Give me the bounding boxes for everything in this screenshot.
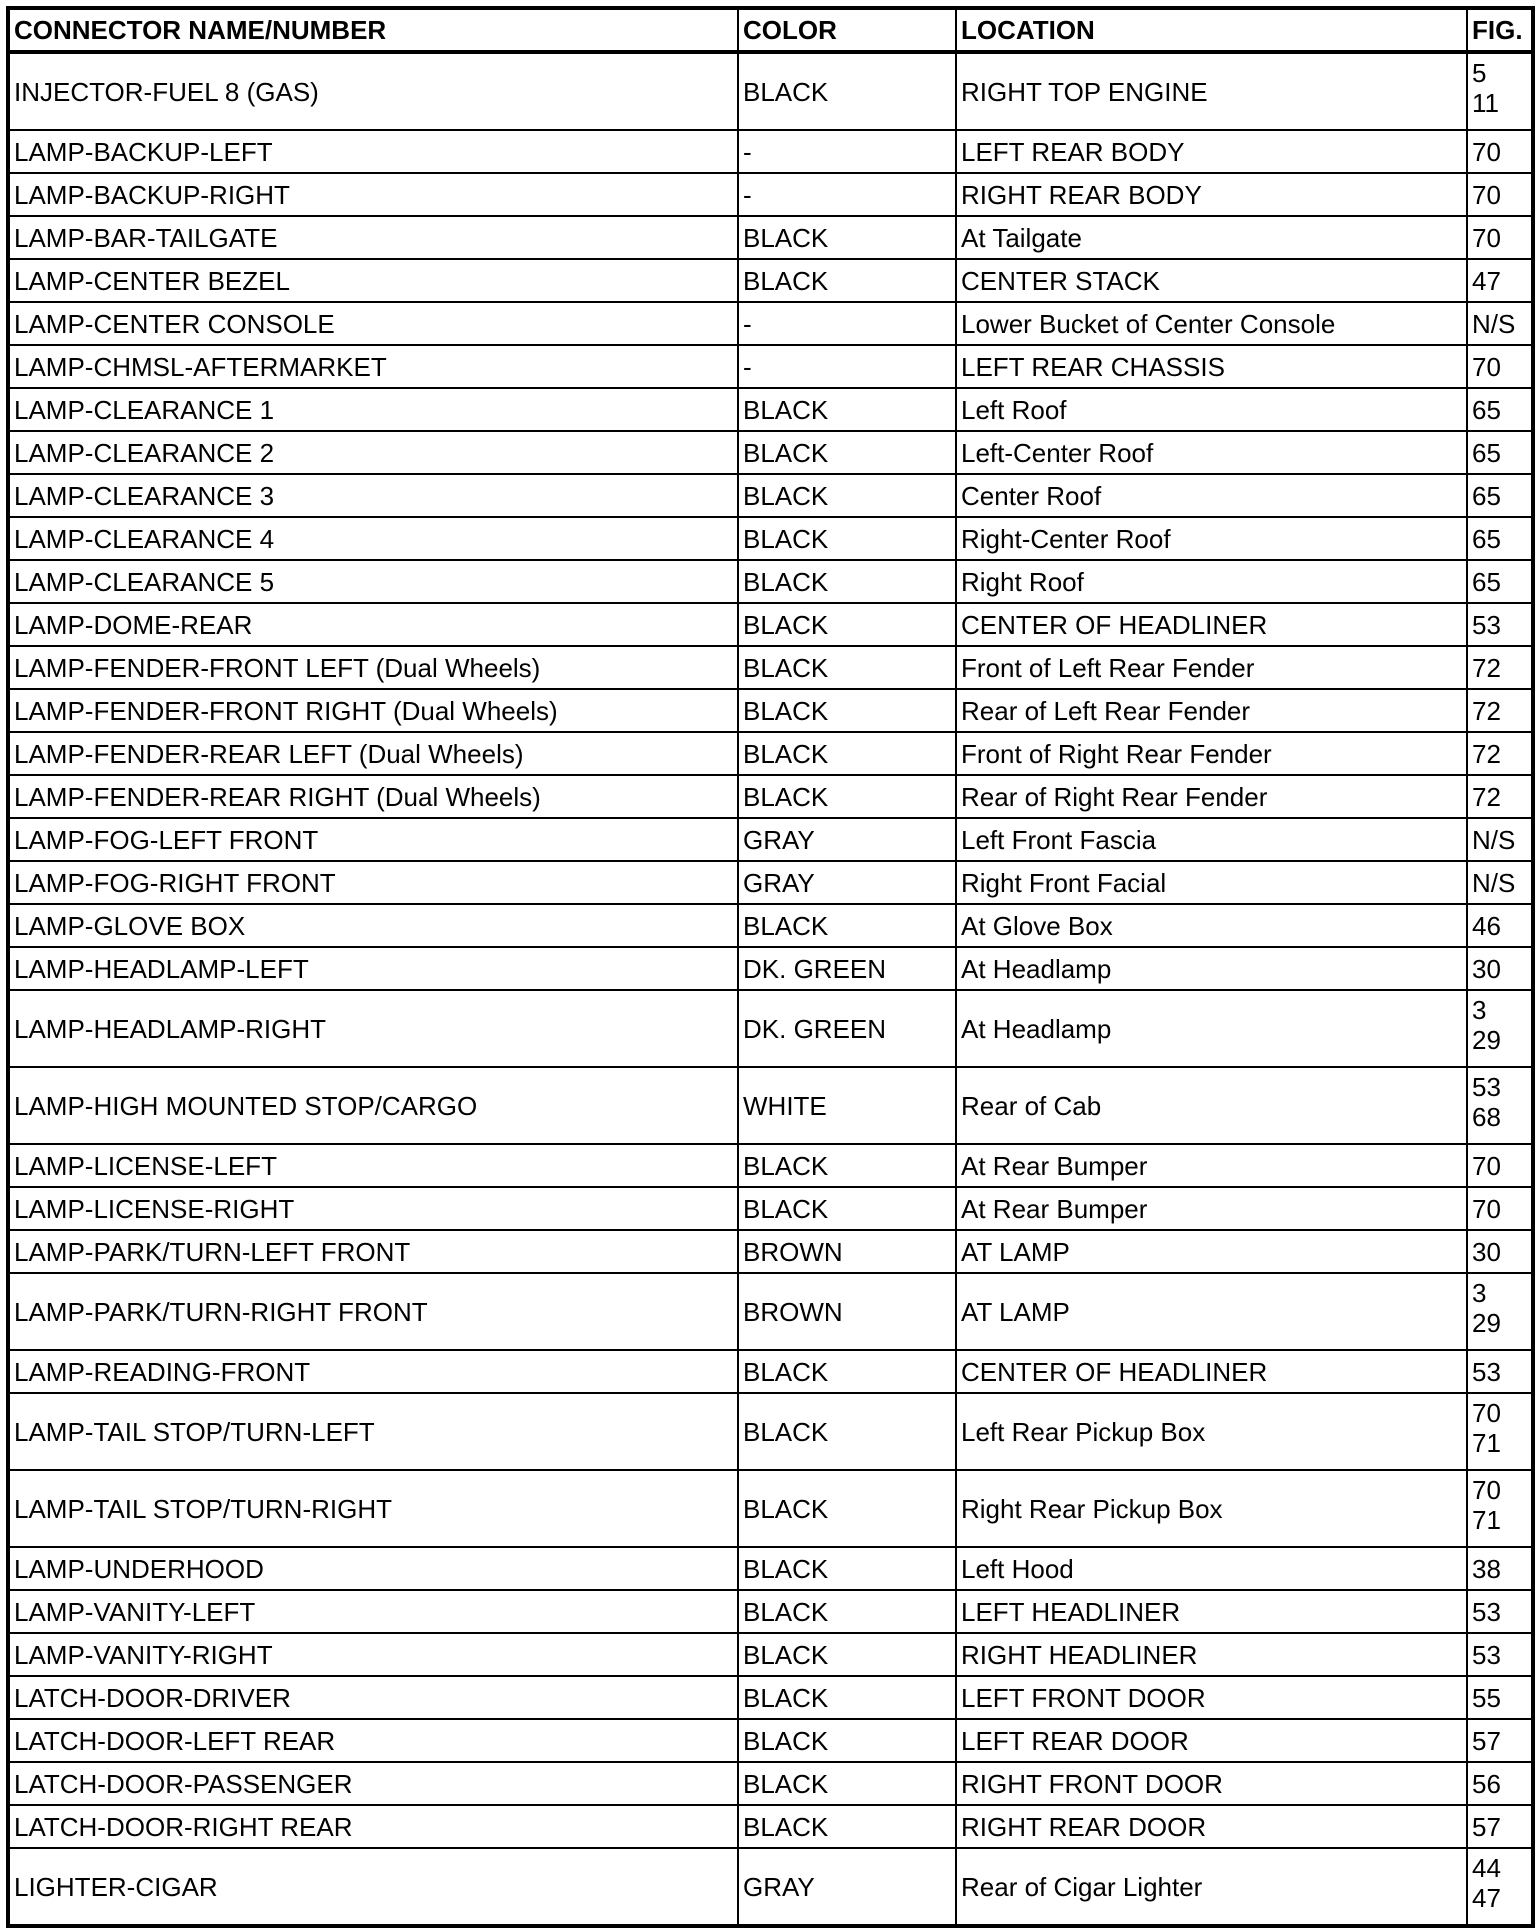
fig-number: 68: [1472, 1102, 1501, 1132]
table-row: [8, 904, 1533, 947]
fig-number: 53: [1472, 1639, 1501, 1670]
fig-number: 53: [1472, 609, 1501, 640]
connector-name-cell: LAMP-CENTER BEZEL: [8, 259, 738, 302]
location-cell: Center Roof: [956, 474, 1467, 517]
table-row: [8, 947, 1533, 990]
location-cell: LEFT REAR DOOR: [956, 1719, 1467, 1762]
color-cell: BLACK: [738, 517, 956, 560]
fig-number: 65: [1472, 480, 1501, 511]
location-cell: AT LAMP: [956, 1230, 1467, 1273]
connector-name-cell: LAMP-FOG-RIGHT FRONT: [8, 861, 738, 904]
location-cell: Left Roof: [956, 388, 1467, 431]
color-cell: BLACK: [738, 560, 956, 603]
connector-name-cell: LAMP-CLEARANCE 4: [8, 517, 738, 560]
color-cell: BLACK: [738, 52, 956, 130]
fig-cell: [1467, 52, 1533, 130]
table-row: [8, 1144, 1533, 1187]
connector-name-cell: LAMP-CENTER CONSOLE: [8, 302, 738, 345]
color-cell: -: [738, 130, 956, 173]
location-cell: LEFT FRONT DOOR: [956, 1676, 1467, 1719]
fig-number: N/S: [1472, 867, 1516, 898]
fig-number: 47: [1472, 265, 1501, 296]
fig-number: 38: [1472, 1553, 1501, 1584]
table-row: [8, 474, 1533, 517]
connector-name-cell: LAMP-TAIL STOP/TURN-LEFT: [8, 1393, 738, 1470]
fig-number: 72: [1472, 781, 1501, 812]
fig-cell: [1467, 861, 1533, 904]
table-row: [8, 1350, 1533, 1393]
fig-cell: [1467, 904, 1533, 947]
color-cell: -: [738, 345, 956, 388]
color-cell: BLACK: [738, 1470, 956, 1547]
table-row: [8, 1633, 1533, 1676]
location-cell: LEFT HEADLINER: [956, 1590, 1467, 1633]
connector-name-cell: LAMP-LICENSE-LEFT: [8, 1144, 738, 1187]
fig-number: 3: [1472, 995, 1487, 1025]
fig-cell: [1467, 1067, 1533, 1144]
table-body: [8, 52, 1533, 1926]
location-cell: Rear of Cab: [956, 1067, 1467, 1144]
fig-cell: [1467, 431, 1533, 474]
color-cell: GRAY: [738, 818, 956, 861]
connector-name-cell: LAMP-CHMSL-AFTERMARKET: [8, 345, 738, 388]
color-cell: BLACK: [738, 259, 956, 302]
fig-cell: [1467, 259, 1533, 302]
fig-cell: [1467, 1719, 1533, 1762]
connector-name-cell: LAMP-BACKUP-RIGHT: [8, 173, 738, 216]
location-cell: Right-Center Roof: [956, 517, 1467, 560]
color-cell: BLACK: [738, 1547, 956, 1590]
table-row: [8, 990, 1533, 1067]
table-row: [8, 259, 1533, 302]
fig-cell: [1467, 560, 1533, 603]
fig-number: 71: [1472, 1428, 1501, 1458]
table-row: [8, 1676, 1533, 1719]
header-row: [8, 8, 1533, 52]
table-row: [8, 1470, 1533, 1547]
color-cell: BLACK: [738, 431, 956, 474]
fig-number: 53: [1472, 1072, 1501, 1102]
color-cell: -: [738, 173, 956, 216]
color-cell: BLACK: [738, 603, 956, 646]
connector-name-cell: LAMP-FENDER-REAR RIGHT (Dual Wheels): [8, 775, 738, 818]
color-cell: BLACK: [738, 689, 956, 732]
connector-name-cell: LATCH-DOOR-PASSENGER: [8, 1762, 738, 1805]
location-cell: Left Hood: [956, 1547, 1467, 1590]
fig-cell: [1467, 689, 1533, 732]
table-row: [8, 1719, 1533, 1762]
location-cell: RIGHT REAR BODY: [956, 173, 1467, 216]
fig-number: 3: [1472, 1278, 1487, 1308]
color-cell: BLACK: [738, 1393, 956, 1470]
table-row: [8, 603, 1533, 646]
table-row: [8, 388, 1533, 431]
location-cell: Rear of Cigar Lighter: [956, 1848, 1467, 1926]
location-cell: At Tailgate: [956, 216, 1467, 259]
location-cell: AT LAMP: [956, 1273, 1467, 1350]
fig-cell: [1467, 1633, 1533, 1676]
location-cell: Front of Right Rear Fender: [956, 732, 1467, 775]
connector-name-cell: LAMP-GLOVE BOX: [8, 904, 738, 947]
connector-name-cell: LAMP-DOME-REAR: [8, 603, 738, 646]
location-cell: Right Front Facial: [956, 861, 1467, 904]
connector-name-cell: LAMP-FOG-LEFT FRONT: [8, 818, 738, 861]
color-cell: BLACK: [738, 1633, 956, 1676]
color-cell: BLACK: [738, 1590, 956, 1633]
color-cell: GRAY: [738, 861, 956, 904]
connector-name-cell: INJECTOR-FUEL 8 (GAS): [8, 52, 738, 130]
fig-number: 65: [1472, 437, 1501, 468]
connector-name-cell: LAMP-VANITY-RIGHT: [8, 1633, 738, 1676]
fig-cell: [1467, 1547, 1533, 1590]
fig-number: 29: [1472, 1025, 1501, 1055]
connector-table: [6, 6, 1535, 1928]
fig-cell: [1467, 388, 1533, 431]
location-cell: CENTER OF HEADLINER: [956, 603, 1467, 646]
fig-cell: [1467, 1470, 1533, 1547]
location-cell: CENTER STACK: [956, 259, 1467, 302]
table-row: [8, 1230, 1533, 1273]
connector-name-cell: LAMP-PARK/TURN-RIGHT FRONT: [8, 1273, 738, 1350]
color-cell: BROWN: [738, 1273, 956, 1350]
connector-name-cell: LAMP-HIGH MOUNTED STOP/CARGO: [8, 1067, 738, 1144]
table-row: [8, 732, 1533, 775]
color-cell: -: [738, 302, 956, 345]
connector-name-cell: LAMP-TAIL STOP/TURN-RIGHT: [8, 1470, 738, 1547]
location-cell: Rear of Left Rear Fender: [956, 689, 1467, 732]
color-cell: BLACK: [738, 1762, 956, 1805]
fig-number: 30: [1472, 953, 1501, 984]
fig-cell: [1467, 216, 1533, 259]
fig-number: 70: [1472, 351, 1501, 382]
table-row: [8, 130, 1533, 173]
fig-number: 72: [1472, 695, 1501, 726]
fig-number: 70: [1472, 136, 1501, 167]
fig-cell: [1467, 302, 1533, 345]
table-row: [8, 52, 1533, 130]
connector-name-cell: LAMP-LICENSE-RIGHT: [8, 1187, 738, 1230]
fig-cell: [1467, 603, 1533, 646]
fig-cell: [1467, 1848, 1533, 1926]
fig-number: 53: [1472, 1596, 1501, 1627]
fig-number: 70: [1472, 1398, 1501, 1428]
fig-number: 44: [1472, 1853, 1501, 1883]
connector-name-cell: LAMP-BAR-TAILGATE: [8, 216, 738, 259]
table-row: [8, 302, 1533, 345]
connector-name-cell: LAMP-PARK/TURN-LEFT FRONT: [8, 1230, 738, 1273]
fig-cell: [1467, 130, 1533, 173]
connector-name-cell: LATCH-DOOR-DRIVER: [8, 1676, 738, 1719]
connector-name-cell: LAMP-CLEARANCE 2: [8, 431, 738, 474]
connector-name-cell: LAMP-HEADLAMP-RIGHT: [8, 990, 738, 1067]
fig-number: 30: [1472, 1236, 1501, 1267]
table-row: [8, 345, 1533, 388]
connector-table-page: [6, 6, 1531, 1928]
table-row: [8, 1590, 1533, 1633]
location-cell: Lower Bucket of Center Console: [956, 302, 1467, 345]
fig-number: 57: [1472, 1725, 1501, 1756]
color-cell: DK. GREEN: [738, 947, 956, 990]
fig-number: N/S: [1472, 308, 1516, 339]
connector-name-cell: LAMP-HEADLAMP-LEFT: [8, 947, 738, 990]
table-row: [8, 1273, 1533, 1350]
connector-name-cell: LAMP-CLEARANCE 1: [8, 388, 738, 431]
fig-number: 70: [1472, 179, 1501, 210]
fig-cell: [1467, 646, 1533, 689]
connector-name-cell: LAMP-CLEARANCE 3: [8, 474, 738, 517]
fig-number: 46: [1472, 910, 1501, 941]
fig-number: 47: [1472, 1883, 1501, 1913]
color-cell: BLACK: [738, 1350, 956, 1393]
color-cell: DK. GREEN: [738, 990, 956, 1067]
table-row: [8, 431, 1533, 474]
fig-number: N/S: [1472, 824, 1516, 855]
color-cell: BLACK: [738, 904, 956, 947]
location-cell: At Rear Bumper: [956, 1144, 1467, 1187]
table-row: [8, 1762, 1533, 1805]
location-cell: Left Rear Pickup Box: [956, 1393, 1467, 1470]
connector-name-cell: LAMP-VANITY-LEFT: [8, 1590, 738, 1633]
fig-cell: [1467, 474, 1533, 517]
location-cell: LEFT REAR CHASSIS: [956, 345, 1467, 388]
fig-cell: [1467, 1187, 1533, 1230]
table-row: [8, 775, 1533, 818]
color-cell: BLACK: [738, 216, 956, 259]
location-cell: RIGHT HEADLINER: [956, 1633, 1467, 1676]
fig-cell: [1467, 1350, 1533, 1393]
location-cell: RIGHT REAR DOOR: [956, 1805, 1467, 1848]
header-location: LOCATION: [956, 8, 1467, 52]
table-row: [8, 689, 1533, 732]
location-cell: Right Rear Pickup Box: [956, 1470, 1467, 1547]
fig-number: 65: [1472, 394, 1501, 425]
fig-number: 72: [1472, 738, 1501, 769]
location-cell: At Rear Bumper: [956, 1187, 1467, 1230]
location-cell: Left Front Fascia: [956, 818, 1467, 861]
color-cell: BLACK: [738, 775, 956, 818]
connector-name-cell: LATCH-DOOR-LEFT REAR: [8, 1719, 738, 1762]
color-cell: BLACK: [738, 646, 956, 689]
table-row: [8, 861, 1533, 904]
color-cell: WHITE: [738, 1067, 956, 1144]
location-cell: At Glove Box: [956, 904, 1467, 947]
location-cell: LEFT REAR BODY: [956, 130, 1467, 173]
table-row: [8, 1848, 1533, 1926]
fig-cell: [1467, 1762, 1533, 1805]
fig-number: 72: [1472, 652, 1501, 683]
fig-cell: [1467, 818, 1533, 861]
location-cell: At Headlamp: [956, 947, 1467, 990]
fig-cell: [1467, 1393, 1533, 1470]
location-cell: Left-Center Roof: [956, 431, 1467, 474]
location-cell: RIGHT TOP ENGINE: [956, 52, 1467, 130]
fig-number: 71: [1472, 1505, 1501, 1535]
fig-number: 5: [1472, 58, 1487, 88]
fig-number: 65: [1472, 523, 1501, 554]
connector-name-cell: LAMP-CLEARANCE 5: [8, 560, 738, 603]
table-row: [8, 1393, 1533, 1470]
table-row: [8, 173, 1533, 216]
fig-number: 11: [1472, 88, 1499, 118]
location-cell: Rear of Right Rear Fender: [956, 775, 1467, 818]
table-row: [8, 216, 1533, 259]
fig-cell: [1467, 1273, 1533, 1350]
color-cell: GRAY: [738, 1848, 956, 1926]
location-cell: Front of Left Rear Fender: [956, 646, 1467, 689]
fig-number: 53: [1472, 1356, 1501, 1387]
color-cell: BLACK: [738, 1719, 956, 1762]
fig-number: 55: [1472, 1682, 1501, 1713]
fig-number: 70: [1472, 1193, 1501, 1224]
fig-cell: [1467, 1805, 1533, 1848]
connector-name-cell: LAMP-READING-FRONT: [8, 1350, 738, 1393]
location-cell: CENTER OF HEADLINER: [956, 1350, 1467, 1393]
header-fig: FIG.: [1467, 8, 1533, 52]
fig-number: 29: [1472, 1308, 1501, 1338]
connector-name-cell: LATCH-DOOR-RIGHT REAR: [8, 1805, 738, 1848]
header-color: COLOR: [738, 8, 956, 52]
table-row: [8, 1187, 1533, 1230]
location-cell: Right Roof: [956, 560, 1467, 603]
color-cell: BLACK: [738, 1187, 956, 1230]
fig-number: 70: [1472, 1475, 1501, 1505]
location-cell: At Headlamp: [956, 990, 1467, 1067]
color-cell: BLACK: [738, 1805, 956, 1848]
fig-cell: [1467, 732, 1533, 775]
table-row: [8, 1067, 1533, 1144]
fig-cell: [1467, 517, 1533, 560]
fig-cell: [1467, 990, 1533, 1067]
fig-number: 70: [1472, 222, 1501, 253]
connector-name-cell: LIGHTER-CIGAR: [8, 1848, 738, 1926]
table-row: [8, 517, 1533, 560]
fig-number: 65: [1472, 566, 1501, 597]
fig-number: 70: [1472, 1150, 1501, 1181]
fig-cell: [1467, 173, 1533, 216]
table-row: [8, 560, 1533, 603]
location-cell: RIGHT FRONT DOOR: [956, 1762, 1467, 1805]
fig-cell: [1467, 345, 1533, 388]
table-row: [8, 1547, 1533, 1590]
color-cell: BLACK: [738, 388, 956, 431]
table-row: [8, 818, 1533, 861]
fig-number: 57: [1472, 1811, 1501, 1842]
color-cell: BROWN: [738, 1230, 956, 1273]
connector-name-cell: LAMP-FENDER-FRONT RIGHT (Dual Wheels): [8, 689, 738, 732]
fig-cell: [1467, 1676, 1533, 1719]
connector-name-cell: LAMP-FENDER-REAR LEFT (Dual Wheels): [8, 732, 738, 775]
fig-cell: [1467, 775, 1533, 818]
color-cell: BLACK: [738, 1676, 956, 1719]
connector-name-cell: LAMP-UNDERHOOD: [8, 1547, 738, 1590]
connector-name-cell: LAMP-BACKUP-LEFT: [8, 130, 738, 173]
header-connector-name: CONNECTOR NAME/NUMBER: [8, 8, 738, 52]
color-cell: BLACK: [738, 474, 956, 517]
fig-cell: [1467, 947, 1533, 990]
fig-cell: [1467, 1230, 1533, 1273]
color-cell: BLACK: [738, 1144, 956, 1187]
color-cell: BLACK: [738, 732, 956, 775]
fig-cell: [1467, 1590, 1533, 1633]
table-row: [8, 1805, 1533, 1848]
fig-cell: [1467, 1144, 1533, 1187]
connector-name-cell: LAMP-FENDER-FRONT LEFT (Dual Wheels): [8, 646, 738, 689]
fig-number: 56: [1472, 1768, 1501, 1799]
table-row: [8, 646, 1533, 689]
table-header: [8, 8, 1533, 52]
